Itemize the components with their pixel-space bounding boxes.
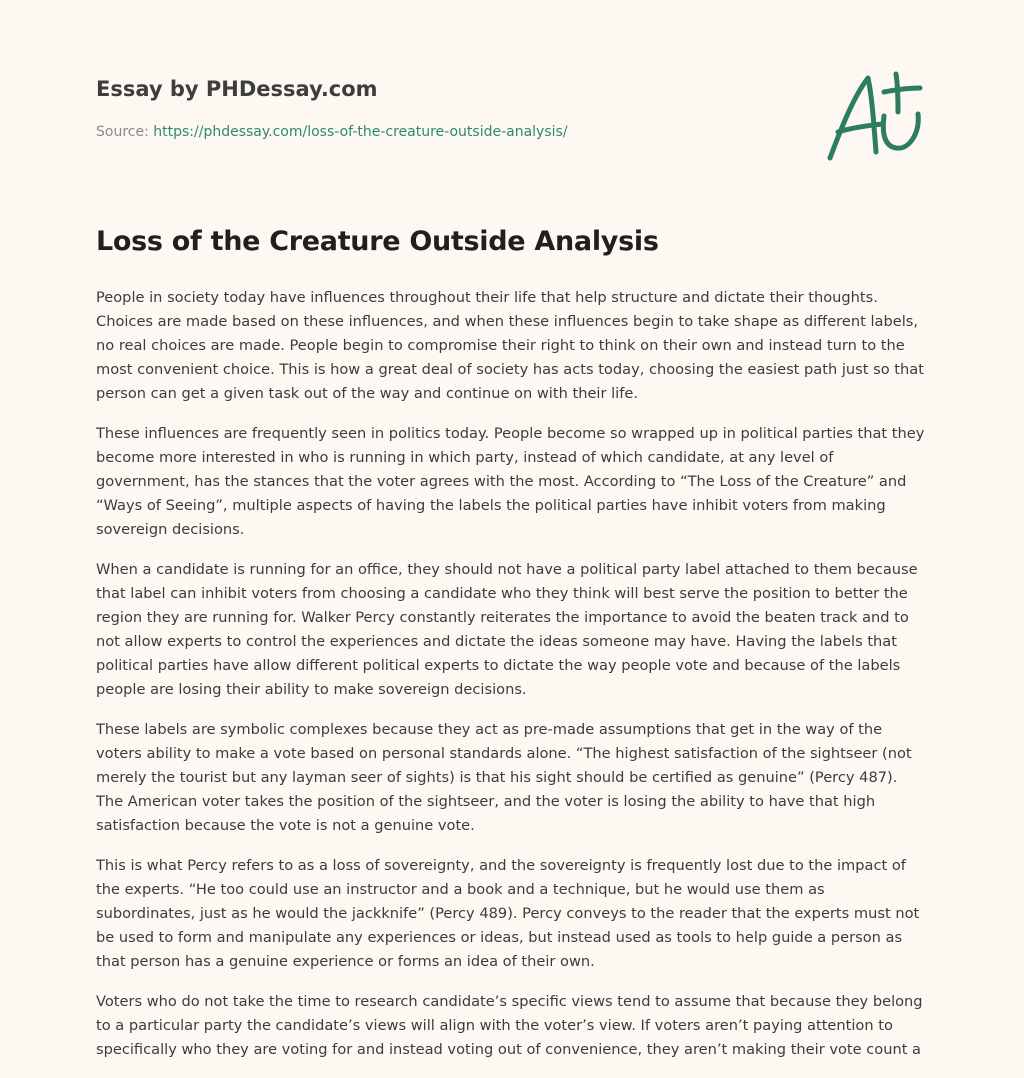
article-title: Loss of the Creature Outside Analysis — [96, 226, 659, 257]
source-label: Source: — [96, 124, 149, 140]
a-plus-logo-icon — [824, 66, 934, 170]
article-body — [96, 286, 926, 1078]
paragraph: When a candidate is running for an office, they should not have a political party label attached to them because that label can inhibit voters from choosing a candidate who they think will best serve the position to better the region they are running for. Walker Percy constantly reiterates the importance to avoid the beaten track and to not allow experts to control the experiences and dictate the ideas someone may have. Having the labels that political parties have allow different political experts to dictate the way people vote and because of the labels people are losing their ability to make sovereign decisions. — [96, 561, 918, 698]
paragraph: Voters who do not take the time to research candidate’s specific views tend to assume that because they belong to a particular party the candidate’s views will align with the voter’s view. If voters aren’t paying attention to specifically who they are voting for and instead voting out of convenience, they aren’t making their vote count a — [96, 993, 923, 1058]
source-link[interactable]: https://phdessay.com/loss-of-the-creature-outside-analysis/ — [153, 124, 568, 140]
paragraph: People in society today have influences throughout their life that help structure and dictate their thoughts. Choices are made based on these influences, and when these influences begin to take shape as different labels, no real choices are made. People begin to compromise their right to think on their own and instead turn to the most convenient choice. This is how a great deal of society has acts today, choosing the easiest path just so that person can get a given task out of the way and continue on with their life. — [96, 289, 924, 402]
source-line — [96, 124, 568, 140]
paragraph: These influences are frequently seen in politics today. People become so wrapped up in political parties that they become more interested in who is running in which party, instead of which candidate, at any level of government, has the stances that the voter agrees with the most. According to “The Loss of the Creature” and “Ways of Seeing”, multiple aspects of having the labels the political parties have inhibit voters from making sovereign decisions. — [96, 425, 925, 538]
paragraph: These labels are symbolic complexes because they act as pre-made assumptions that get in the way of the voters ability to make a vote based on personal standards alone. “The highest satisfaction of the sightseer (not merely the tourist but any layman seer of sights) is that his sight should be certified as genuine” (Percy 487). The American voter takes the position of the sightseer, and the voter is losing the ability to have that high satisfaction because the vote is not a genuine vote. — [96, 721, 912, 834]
paragraph: This is what Percy refers to as a loss of sovereignty, and the sovereignty is frequently lost due to the impact of the experts. “He too could use an instructor and a book and a technique, but he would use them as subordinates, just as he would the jackknife” (Percy 489). Percy conveys to the reader that the experts must not be used to form and manipulate any experiences or ideas, but instead used as tools to help guide a person as that person has a genuine experience or forms an idea of their own. — [96, 857, 920, 970]
site-brand: Essay by PHDessay.com — [96, 77, 378, 101]
